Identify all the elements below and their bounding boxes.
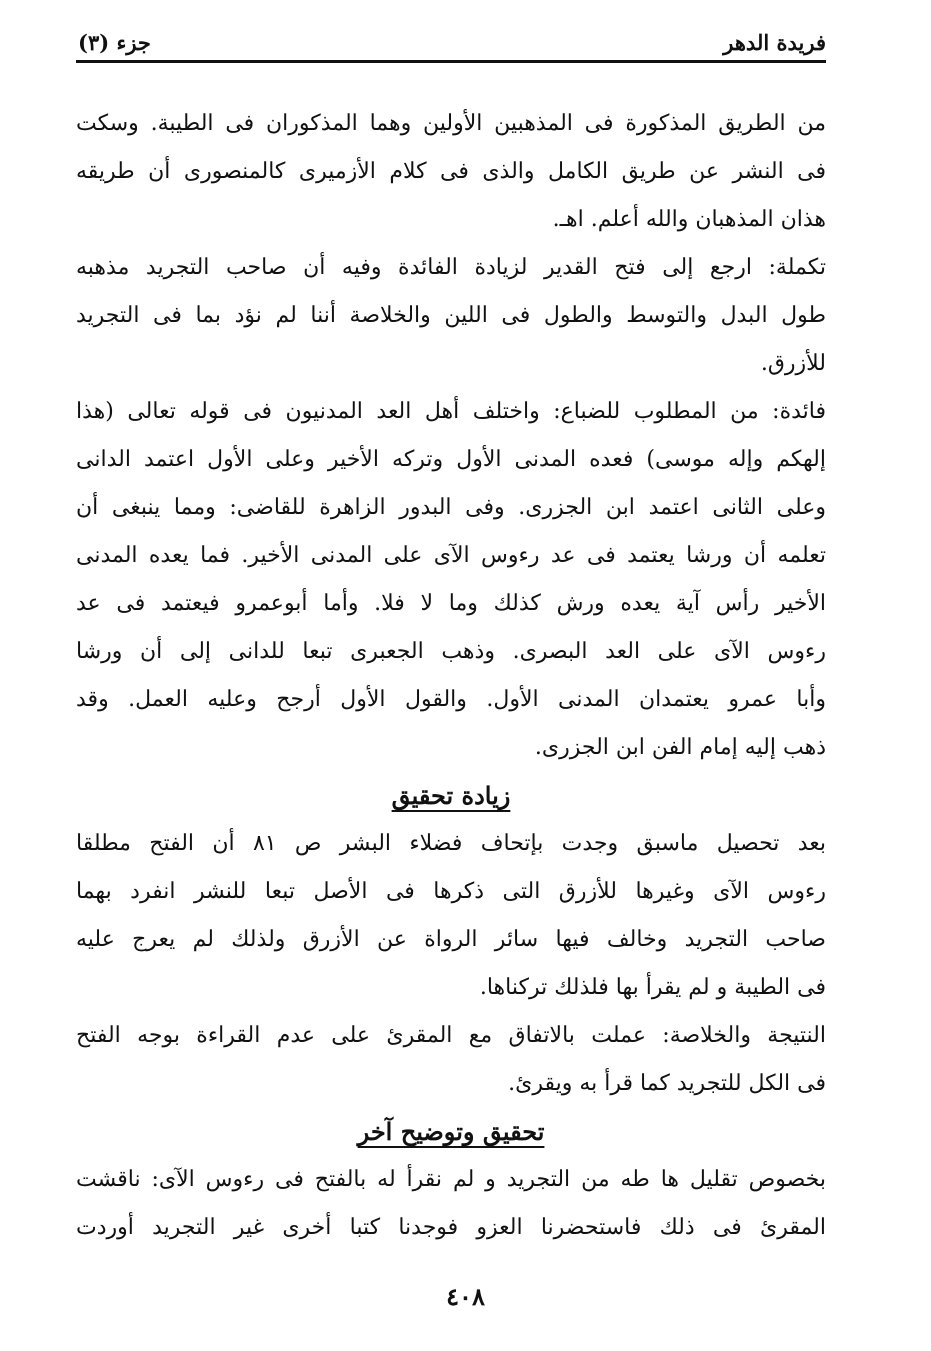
- volume-label: جزء (٣): [78, 30, 151, 55]
- text-line: الأخير رأس آية يعده ورش كذلك وما لا فلا. وأما أبوعمرو فيعتمد فى عد: [76, 591, 826, 616]
- text-line: المقرئ فى ذلك فاستحضرنا العزو فوجدنا كتبا أخرى غير التجريد أوردت: [76, 1215, 826, 1240]
- text-line: تكملة: ارجع إلى فتح القدير لزيادة الفائدة وفيه أن صاحب التجريد مذهبه: [76, 255, 826, 280]
- section-heading: [76, 1108, 826, 1156]
- text-line: بعد تحصيل ماسبق وجدت بإتحاف فضلاء البشر ص ٨١ أن الفتح مطلقا: [76, 831, 826, 856]
- text-line: طول البدل والتوسط والطول فى اللين والخلاصة أننا لم نؤد بما فى التجريد: [76, 303, 826, 328]
- page-header: [76, 22, 826, 58]
- text-line: وأبا عمرو يعتمدان المدنى الأول. والقول الأول أرجح وعليه العمل. وقد: [76, 687, 826, 712]
- text-line: ذهب إليه إمام الفن ابن الجزرى.: [534, 735, 826, 760]
- text-line: للأزرق.: [760, 351, 826, 376]
- text-line: فائدة: من المطلوب للضباع: واختلف أهل العد المدنيون فى قوله تعالى (هذا: [76, 399, 826, 424]
- text-line: صاحب التجريد وخالف فيها سائر الرواة عن الأزرق ولذلك لم يعرج عليه: [76, 927, 826, 952]
- section-heading: [76, 772, 826, 820]
- header-divider: [76, 60, 826, 63]
- text-line: من الطريق المذكورة فى المذهبين الأولين وهما المذكوران فى الطيبة. وسكت: [76, 111, 826, 136]
- text-line: فى الكل للتجريد كما قرأ به ويقرئ.: [508, 1071, 826, 1096]
- section-heading-text: زيادة تحقيق: [391, 781, 511, 810]
- section-heading-text: تحقيق وتوضيح آخر: [357, 1117, 545, 1146]
- text-line: رءوس الآى وغيرها للأزرق التى ذكرها فى الأصل تبعا للنشر انفرد بهما: [76, 879, 826, 904]
- text-line: رءوس الآى على العد البصرى. وذهب الجعبرى تبعا للدانى إلى أن ورشا: [76, 639, 826, 664]
- text-line: هذان المذهبان والله أعلم. اهـ.: [552, 207, 826, 232]
- book-title: فريدة الدهر: [723, 30, 826, 55]
- text-line: بخصوص تقليل ها طه من التجريد و لم نقرأ له بالفتح فى رءوس الآى: ناقشت: [76, 1167, 826, 1192]
- text-line: تعلمه أن ورشا يعتمد فى عد رءوس الآى على المدنى الأخير. فما يعده المدنى: [76, 543, 826, 568]
- text-line: النتيجة والخلاصة: عملت بالاتفاق مع المقرئ على عدم القراءة بوجه الفتح: [76, 1023, 826, 1048]
- text-line: فى النشر عن طريق الكامل والذى فى كلام الأزميرى كالمنصورى أن طريقه: [76, 159, 826, 184]
- text-line: فى الطيبة و لم يقرأ بها فلذلك تركناها.: [479, 975, 826, 1000]
- page-number: ٤٠٨: [446, 1282, 485, 1311]
- text-line: وعلى الثانى اعتمد ابن الجزرى. وفى البدور الزاهرة للقاضى: ومما ينبغى أن: [76, 495, 826, 520]
- page-body: [76, 100, 826, 1252]
- text-line: إلهكم وإله موسى) فعده المدنى الأول وتركه الأخير وعلى الأول اعتمد الدانى: [76, 447, 826, 472]
